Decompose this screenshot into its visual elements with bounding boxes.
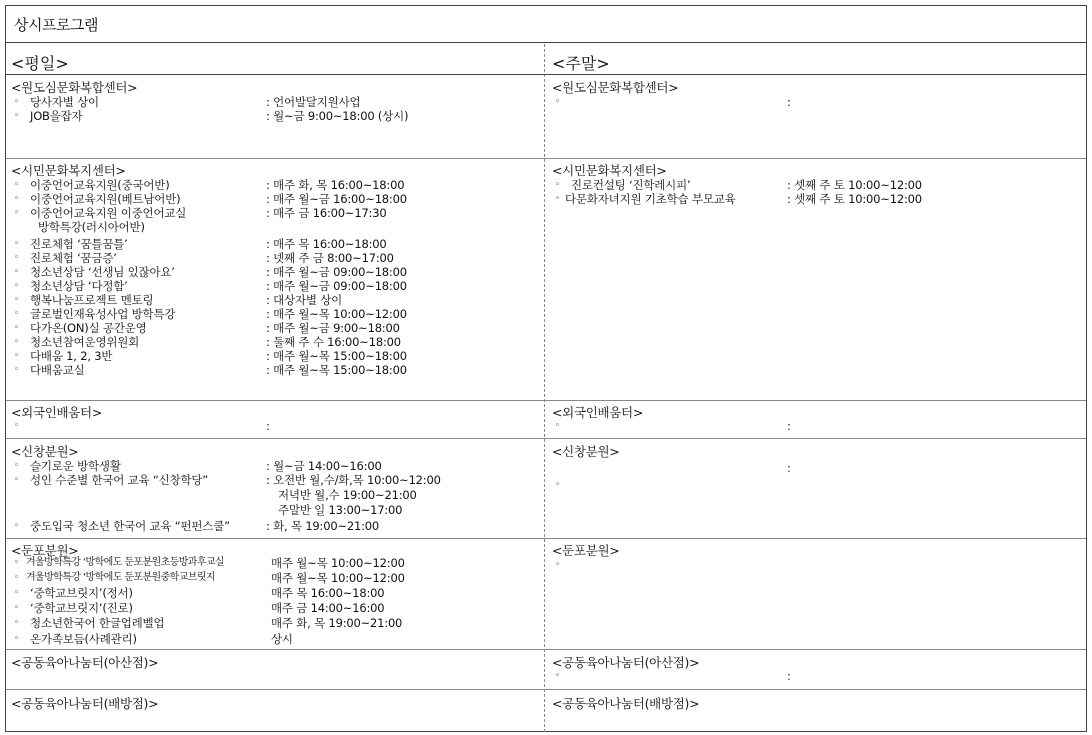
- bullet: ◦: [14, 558, 20, 568]
- bullet: ◦: [555, 671, 561, 681]
- title-bar: [6, 6, 1086, 43]
- bullet: ◦: [555, 180, 561, 190]
- weekday-simin-label: <시민문화복지센터>: [11, 163, 126, 178]
- bullet: ◦: [14, 97, 20, 107]
- bullet: ◦: [14, 337, 20, 347]
- bullet: ◦: [14, 618, 20, 628]
- weekday-wondosim-label: <원도심문화복합센터>: [11, 80, 138, 95]
- bullet: ◦: [14, 475, 20, 485]
- bullet: ◦: [555, 421, 561, 431]
- weekend-wondosim-label: <원도심문화복합센터>: [552, 80, 679, 95]
- bullet: ◦: [14, 111, 20, 121]
- weekday-foreign-label: <외국인배움터>: [11, 405, 102, 420]
- header-divider: [6, 74, 1086, 75]
- weekend-header: <주말>: [552, 54, 610, 73]
- row-divider: [6, 438, 1086, 439]
- row-divider: [6, 649, 1086, 650]
- weekday-header: <평일>: [11, 54, 69, 73]
- weekend-asan-label: <공동육아나눔터(아산점)>: [552, 655, 700, 670]
- bullet: ◦: [14, 208, 20, 218]
- bullet: ◦: [555, 194, 561, 204]
- weekend-baebang-label: <공동육아나눔터(배방점)>: [552, 696, 700, 711]
- bullet: ◦: [14, 180, 20, 190]
- bullet: ◦: [14, 603, 20, 613]
- bullet: ◦: [14, 461, 20, 471]
- weekday-dunpo-label: <둔포분원>: [11, 543, 79, 558]
- weekend-foreign-label: <외국인배움터>: [552, 405, 643, 420]
- bullet: ◦: [555, 560, 561, 570]
- program-document: 상시프로그램 <평일> <주말> <원도심문화복합센터> ◦ 당사자별 상이 : 언어발달지원사업 ◦ JOB을잡자 : 월~금 9:00~18:00 (상시) <시민문화복지센터> ◦ 이중언어교육지원(중국어반) : 매주 화, 목 16:00~18:00 ◦ 이중언어교육지원(베트남어반) : 매주 월~금 16:00~18:00 ◦ 이중언어교육지원 이중언어교실 : 매주 금 16:00~17:30 방학특강(러시아어반) ◦ 진로체험 ‘꿈틀꿈틀’ : 매주 목 16:00~18:00 ◦ 진로체험 ‘꿈금증’ : 넷째 주 금 8:00~17:00 ◦ 청소년상담 ‘선생님 있잖아요’ : 매주 월~금 09:00~18:00 ◦ 청소년상담 ‘다정함’ : 매주 월~금 09:00~18:00 ◦ 행복나눔프로젝트 멘토링 : 대상자별 상이 ◦ 글로벌인재육성사업 방학특강 : 매주 월~목 10:00~12:00 ◦ 다가온(ON)실 공간운영 : 매주 월~금 9:00~18:00 ◦ 청소년참여운영위원회 : 둘째 주 수 16:00~18:00 ◦ 다배움 1, 2, 3반 : 매주 월~목 15:00~18:00 ◦ 다배움교실 : 매주 월~목 15:00~18:00 <외국인배움터> ◦ : <신창분원> ◦ 슬기로운 방학생활 : 월~금 14:00~16:00 ◦ 성인 수준별 한국어 교육 “신창학당” : 오전반 월,수/화,목 10:00~12:00 저녁반 월,수 19:00~21:00 주말반 일 13:00~17:00 ◦ 중도입국 청소년 한국어 교육 “펀펀스쿨” : 화, 목 19:00~21:00 <둔포분원> ◦ 겨울방학특강 ‘방학에도 둔포분원초등방과후교실 매주 월~목 10:00~12:00 ◦ 겨울방학특강 ‘방학에도 둔포분원중학교브릿지 매주 월~목 10:00~12:00 ◦ ‘중학교브릿지’(정서) 매주 목 16:00~18:00 ◦ ‘중학교브릿지’(진로) 매주 금 14:00~16:00 ◦ 청소년한국어 한글업레벨업 매주 화, 목 19:00~21:00 ◦ 온가족보듬(사례관리) 상시 <공동육아나눔터(아산점)> <공동육아나눔터(배방점)> <원도심문화복합센터> ◦ : <시민문화복지센터> ◦ 진로컨설팅 ‘진학레시피’ : 셋째 주 토 10:00~12:00 ◦ 다문화자녀지원 기초학습 부모교육 : 셋째 주 토 10:00~12:00 <외국인배움터> ◦ : <신창분원> : ◦ <둔포분원> ◦ <공동육아나눔터(아산점)> ◦ : <공동육아나눔터(배방점)>: [5, 5, 1087, 732]
- bullet: ◦: [14, 323, 20, 333]
- bullet: ◦: [14, 295, 20, 305]
- bullet: ◦: [555, 480, 561, 490]
- weekday-baebang-label: <공동육아나눔터(배방점)>: [11, 696, 159, 711]
- row-divider: [6, 400, 1086, 401]
- bullet: ◦: [14, 421, 20, 431]
- bullet: ◦: [14, 521, 20, 531]
- bullet: ◦: [14, 239, 20, 249]
- bullet: ◦: [14, 309, 20, 319]
- bullet: ◦: [14, 588, 20, 598]
- row-divider: [6, 158, 1086, 159]
- column-divider: [544, 44, 545, 732]
- page-title: 상시프로그램: [14, 16, 98, 34]
- bullet: ◦: [555, 97, 561, 107]
- bullet: ◦: [14, 281, 20, 291]
- weekday-sinchang-label: <신창분원>: [11, 444, 79, 459]
- row-divider: [6, 689, 1086, 690]
- bullet: ◦: [14, 267, 20, 277]
- bullet: ◦: [14, 253, 20, 263]
- bullet: ◦: [14, 194, 20, 204]
- bullet: ◦: [14, 365, 20, 375]
- bullet: ◦: [14, 634, 20, 644]
- bullet: ◦: [14, 573, 20, 583]
- row-divider: [6, 538, 1086, 539]
- weekend-dunpo-label: <둔포분원>: [552, 543, 620, 558]
- bullet: ◦: [14, 351, 20, 361]
- weekend-sinchang-label: <신창분원>: [552, 444, 620, 459]
- weekday-asan-label: <공동육아나눔터(아산점)>: [11, 655, 159, 670]
- weekend-simin-label: <시민문화복지센터>: [552, 163, 667, 178]
